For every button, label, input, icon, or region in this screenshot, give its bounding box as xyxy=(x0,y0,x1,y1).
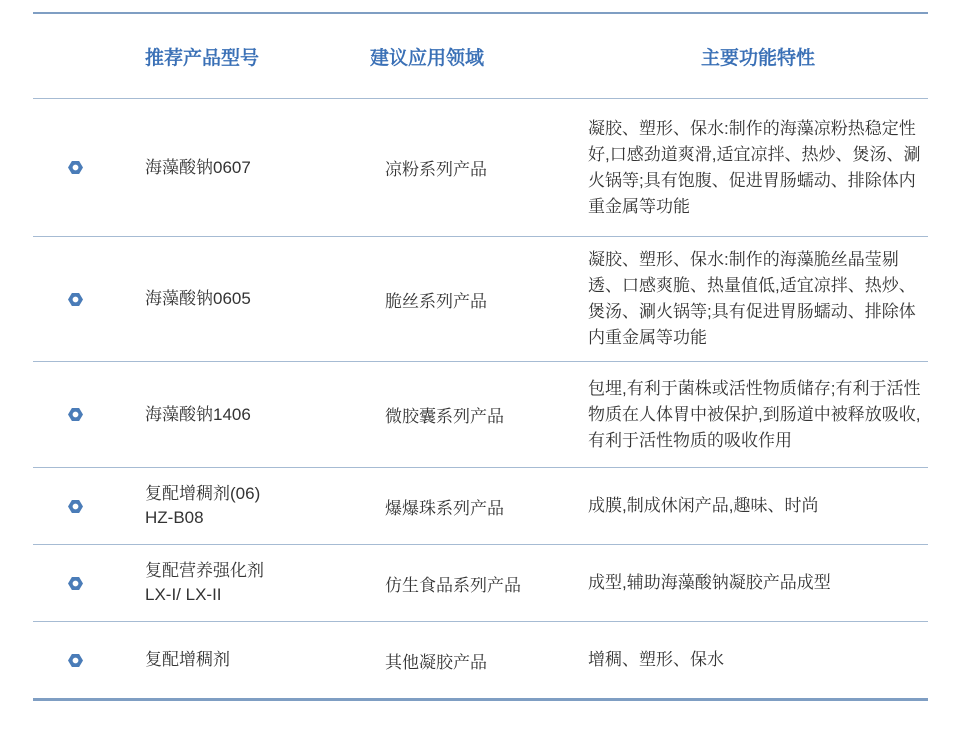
row-bullet-cell xyxy=(33,237,118,361)
product-model: 海藻酸钠1406 xyxy=(145,404,251,424)
features-cell: 凝胶、塑形、保水:制作的海藻凉粉热稳定性好,口感劲道爽滑,适宜凉拌、热炒、煲汤、涮火锅等;具有饱腹、促进胃肠蠕动、排除体内重金属等功能 xyxy=(588,118,921,216)
table-row xyxy=(33,468,928,545)
header-icon-spacer xyxy=(33,14,118,98)
features-cell: 增稠、塑形、保水 xyxy=(588,650,724,669)
application-field-cell: 凉粉系列产品 xyxy=(385,160,487,179)
row-bullet-cell xyxy=(33,99,118,236)
product-model-cell xyxy=(118,468,370,544)
product-model-line2: HZ-B08 xyxy=(145,508,204,527)
product-model: 海藻酸钠0607 xyxy=(145,157,251,177)
hex-nut-icon xyxy=(68,654,83,667)
application-field-cell: 仿生食品系列产品 xyxy=(385,575,521,595)
row-bullet-cell xyxy=(33,468,118,544)
table-row xyxy=(33,362,928,468)
product-model: 复配营养强化剂 xyxy=(145,561,264,580)
product-model-cell xyxy=(118,622,370,698)
row-bullet-cell xyxy=(33,362,118,467)
hex-nut-icon xyxy=(68,500,83,513)
product-model-cell xyxy=(118,362,370,467)
product-model: 复配增稠剂 xyxy=(145,650,230,669)
application-field-cell: 其他凝胶产品 xyxy=(385,652,487,672)
column-header-model: 推荐产品型号 xyxy=(145,47,260,69)
column-header-field: 建议应用领域 xyxy=(370,47,485,69)
features-cell: 包埋,有利于菌株或活性物质储存;有利于活性物质在人体胃中被保护,到肠道中被释放吸收,有利于活性物质的吸收作用 xyxy=(588,378,921,450)
table-row xyxy=(33,622,928,698)
product-model-line2: LX-I/ LX-II xyxy=(145,585,222,604)
hex-nut-icon xyxy=(68,293,83,306)
application-field-cell: 脆丝系列产品 xyxy=(385,291,487,311)
hex-nut-icon xyxy=(68,577,83,590)
product-model: 海藻酸钠0605 xyxy=(145,289,251,308)
product-model-cell xyxy=(118,99,370,236)
row-bullet-cell xyxy=(33,622,118,698)
hex-nut-icon xyxy=(68,161,83,174)
product-model-cell xyxy=(118,545,370,621)
features-cell: 成膜,制成休闲产品,趣味、时尚 xyxy=(588,496,819,515)
application-field-cell: 爆爆珠系列产品 xyxy=(385,498,504,518)
application-field-cell: 微胶囊系列产品 xyxy=(385,407,504,426)
column-header-features: 主要功能特性 xyxy=(700,47,815,69)
row-bullet-cell xyxy=(33,545,118,621)
hex-nut-icon xyxy=(68,408,83,421)
table-row xyxy=(33,545,928,622)
features-cell: 凝胶、塑形、保水:制作的海藻脆丝晶莹剔透、口感爽脆、热量值低,适宜凉拌、热炒、煲汤、涮火锅等;具有促进胃肠蠕动、排除体内重金属等功能 xyxy=(588,250,916,347)
product-table xyxy=(33,12,928,701)
product-model-cell xyxy=(118,237,370,361)
table-header-row xyxy=(33,14,928,99)
product-model: 复配增稠剂(06) xyxy=(145,484,261,503)
table-row xyxy=(33,99,928,237)
table-row xyxy=(33,237,928,362)
features-cell: 成型,辅助海藻酸钠凝胶产品成型 xyxy=(588,573,831,592)
